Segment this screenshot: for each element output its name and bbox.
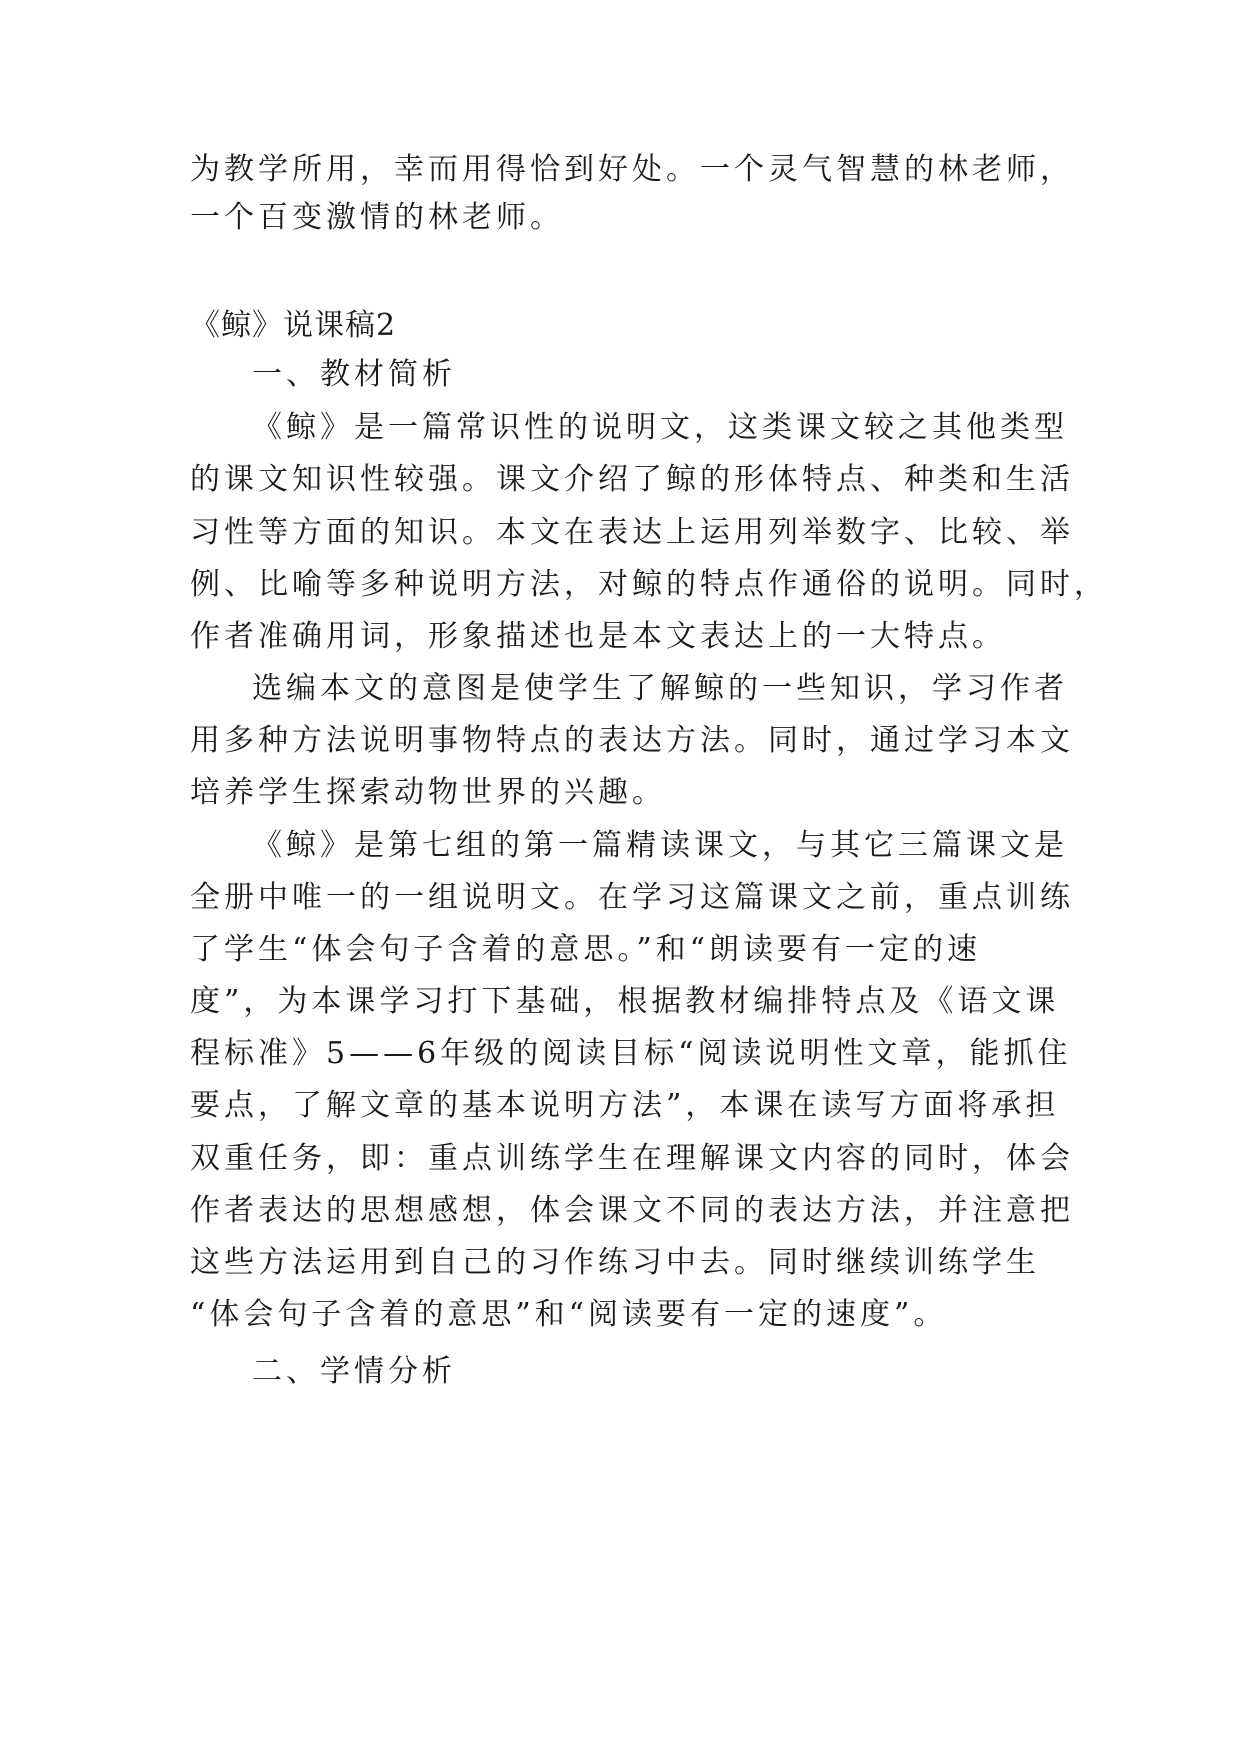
text-line: 了学生“体会句子含着的意思。”和“朗读要有一定的速	[190, 932, 982, 967]
text-line: 度”，为本课学习打下基础，根据教材编排特点及《语文课	[190, 984, 1060, 1019]
heading-2: 二、学情分析	[252, 1354, 456, 1389]
text-line: 例、比喻等多种说明方法，对鲸的特点作通俗的说明。同时，	[190, 567, 1108, 602]
section-title: 《鲸》说课稿2	[190, 308, 397, 343]
text-line: 选编本文的意图是使学生了解鲸的一些知识，学习作者	[252, 671, 1068, 706]
text-line: 培养学生探索动物世界的兴趣。	[190, 775, 666, 810]
text-line: 《鲸》是一篇常识性的说明文，这类课文较之其他类型	[252, 410, 1068, 445]
text-line: 程标准》5——6年级的阅读目标“阅读说明性文章，能抓住	[190, 1036, 1072, 1071]
heading-1: 一、教材简析	[252, 357, 456, 392]
text-line: 作者表达的思想感想，体会课文不同的表达方法，并注意把	[190, 1193, 1074, 1228]
text-line: 《鲸》是第七组的第一篇精读课文，与其它三篇课文是	[252, 828, 1068, 863]
text-line: 全册中唯一的一组说明文。在学习这篇课文之前，重点训练	[190, 880, 1074, 915]
text-line: 双重任务，即：重点训练学生在理解课文内容的同时，体会	[190, 1141, 1074, 1176]
text-line: 为教学所用，幸而用得恰到好处。一个灵气智慧的林老师，	[190, 152, 1074, 187]
text-line: 的课文知识性较强。课文介绍了鲸的形体特点、种类和生活	[190, 462, 1074, 497]
text-line: 习性等方面的知识。本文在表达上运用列举数字、比较、举	[190, 515, 1074, 550]
text-line: 用多种方法说明事物特点的表达方法。同时，通过学习本文	[190, 723, 1074, 758]
text-line: “体会句子含着的意思”和“阅读要有一定的速度”。	[190, 1297, 948, 1332]
text-line: 一个百变激情的林老师。	[190, 200, 564, 235]
text-line: 这些方法运用到自己的习作练习中去。同时继续训练学生	[190, 1245, 1040, 1280]
text-line: 要点，了解文章的基本说明方法”，本课在读写方面将承担	[190, 1088, 1060, 1123]
text-line: 作者准确用词，形象描述也是本文表达上的一大特点。	[190, 619, 1006, 654]
